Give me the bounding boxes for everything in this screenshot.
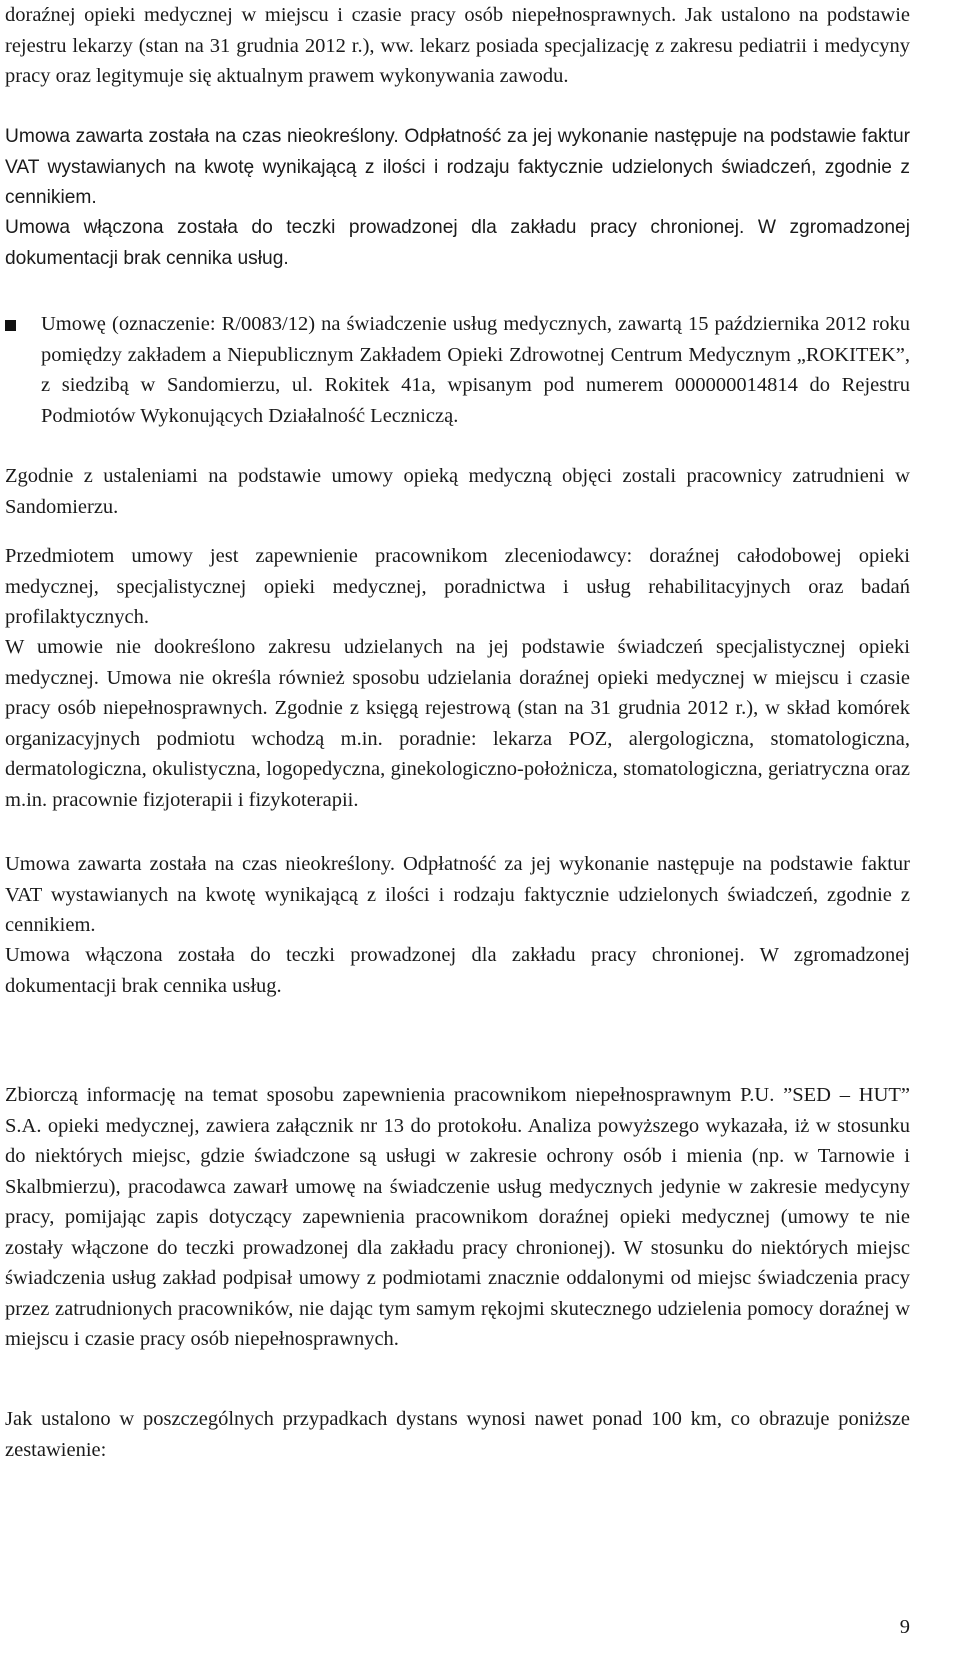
square-bullet-icon bbox=[5, 320, 16, 331]
paragraph-8 bbox=[5, 940, 910, 1001]
paragraph-text: W umowie nie dookreślono zakresu udzielanych na jej podstawie świadczeń specjalistycznej opieki medycznej. Umowa nie określa również sposobu udzielania doraźnej opieki medycznej w miejscu i czasie pracy osób niepełnosprawnych. Zgodnie z księgą rejestrową (stan na 31 grudnia 2012 r.), w skład komórek organizacyjnych podmiotu wchodzą m.in. poradnie: lekarza POZ, alergologiczna, stomatologiczna, dermatologiczna, okulistyczna, logopedyczna, ginekologiczno-położnicza, stomatologiczna, geriatryczna oraz m.in. pracownie fizjoterapii i fizykoterapii. bbox=[5, 636, 910, 811]
paragraph-9 bbox=[5, 1080, 910, 1355]
bullet-text: Umowę (oznaczenie: R/0083/12) na świadczenie usług medycznych, zawartą 15 października 2012 roku pomiędzy zakładem a Niepublicznym Zakładem Opieki Zdrowotnej Centrum Medycznym „ROKITEK”, z siedzibą w Sandomierzu, ul. Rokitek 41a, wpisanym pod numerem 000000014814 do Rejestru Podmiotów Wykonujących Działalność Leczniczą. bbox=[41, 313, 910, 427]
paragraph-7 bbox=[5, 849, 910, 941]
paragraph-5 bbox=[5, 541, 910, 633]
paragraph-text: Umowa zawarta została na czas nieokreślony. Odpłatność za jej wykonanie następuje na podstawie faktur VAT wystawianych na kwotę wynikającą z ilości i rodzaju faktycznie udzielonych świadczeń, zgodnie z cennikiem. bbox=[5, 126, 910, 208]
paragraph-text: Umowa włączona została do teczki prowadzonej dla zakładu pracy chronionej. W zgromadzonej dokumentacji brak cennika usług. bbox=[5, 217, 910, 269]
paragraph-2 bbox=[5, 122, 910, 214]
paragraph-4 bbox=[5, 461, 910, 522]
paragraph-text: Zbiorczą informację na temat sposobu zapewnienia pracownikom niepełnosprawnym P.U. ”SED – HUT” S.A. opieki medycznej, zawiera załącznik nr 13 do protokołu. Analiza powyższego wykazała, iż w stosunku do niektórych miejsc, gdzie świadczone są usługi w zakresie ochrony osób i mienia (np. w Tarnowie i Skalbmierzu), pracodawca zawarł umowę na świadczenie usług medycznych jedynie w zakresie medycyny pracy, pomijając zapis dotyczący zapewnienia pracownikom doraźnej opieki medycznej (umowy te nie zostały włączone do teczki prowadzonej dla zakładu pracy chronionej). W stosunku do niektórych miejsc świadczenia usług zakład podpisał umowy z podmiotami znacznie oddalonymi od miejsc świadczenia pracy przez zatrudnionych pracowników, nie dając tym samym rękojmi skutecznego udzielenia pomocy doraźnej w miejscu i czasie pracy osób niepełnosprawnych. bbox=[5, 1084, 910, 1350]
paragraph-text: Umowa włączona została do teczki prowadzonej dla zakładu pracy chronionej. W zgromadzonej dokumentacji brak cennika usług. bbox=[5, 944, 910, 997]
paragraph-3 bbox=[5, 213, 910, 274]
paragraph-6 bbox=[5, 632, 910, 815]
paragraph-text: Przedmiotem umowy jest zapewnienie pracownikom zleceniodawcy: doraźnej całodobowej opieki medycznej, specjalistycznej opieki medycznej, poradnictwa i usług rehabilitacyjnych oraz badań profilaktycznych. bbox=[5, 545, 910, 628]
paragraph-text: doraźnej opieki medycznej w miejscu i czasie pracy osób niepełnosprawnych. Jak ustalono na podstawie rejestru lekarzy (stan na 31 grudnia 2012 r.), ww. lekarz posiada specjalizację z zakresu pediatrii i medycyny pracy oraz legitymuje się aktualnym prawem wykonywania zawodu. bbox=[5, 4, 910, 87]
paragraph-10 bbox=[5, 1404, 910, 1465]
paragraph-text: Zgodnie z ustaleniami na podstawie umowy opieką medyczną objęci zostali pracownicy zatrudnieni w Sandomierzu. bbox=[5, 465, 910, 518]
paragraph-text: Umowa zawarta została na czas nieokreślony. Odpłatność za jej wykonanie następuje na podstawie faktur VAT wystawianych na kwotę wynikającą z ilości i rodzaju faktycznie udzielonych świadczeń, zgodnie z cennikiem. bbox=[5, 853, 910, 936]
paragraph-1 bbox=[5, 0, 910, 92]
bullet-list-item bbox=[5, 309, 910, 431]
page-number: 9 bbox=[899, 1616, 910, 1638]
paragraph-text: Jak ustalono w poszczególnych przypadkach dystans wynosi nawet ponad 100 km, co obrazuje poniższe zestawienie: bbox=[5, 1408, 910, 1461]
